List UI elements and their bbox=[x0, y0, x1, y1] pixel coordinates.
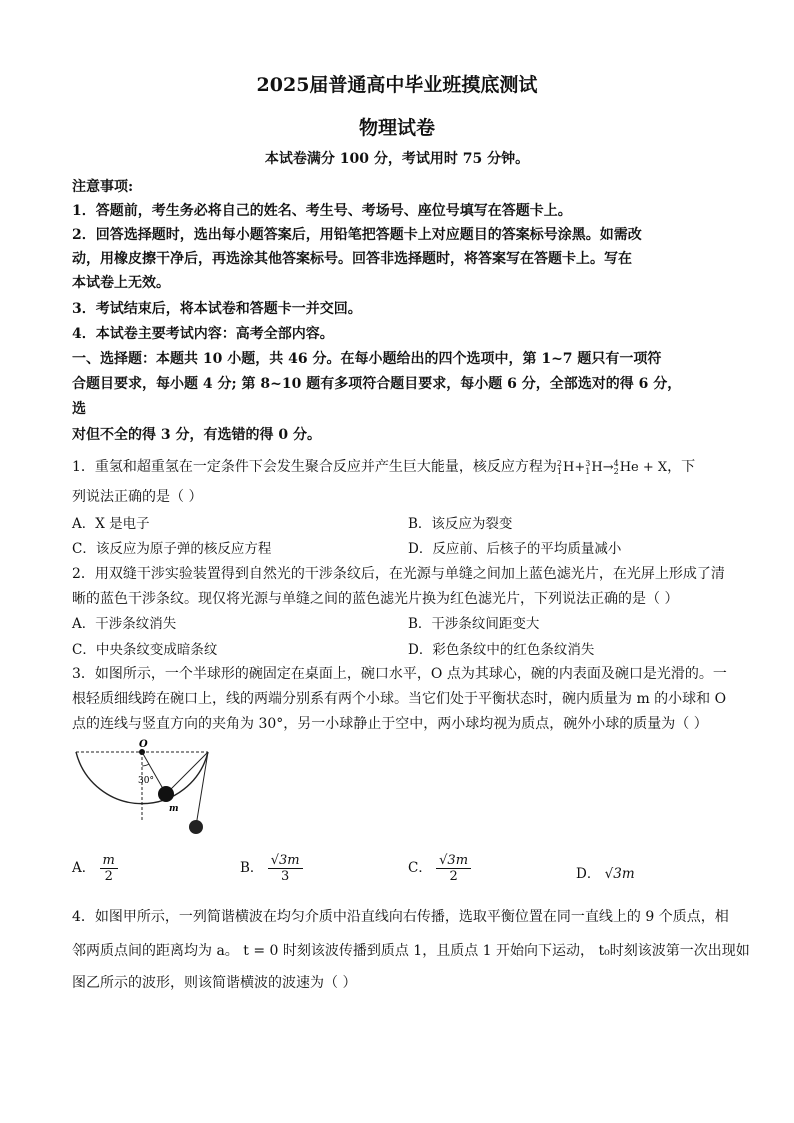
notes-heading: 注意事项: bbox=[72, 179, 134, 195]
mass-number: 2 bbox=[556, 458, 562, 468]
ball-inside bbox=[158, 786, 174, 802]
q3-option-c[interactable] bbox=[408, 853, 471, 884]
note-item: 4．本试卷主要考试内容：高考全部内容。 bbox=[72, 326, 334, 342]
exam-title: 2025届普通高中毕业班摸底测试 bbox=[256, 74, 538, 96]
exam-info: 本试卷满分 100 分，考试用时 75 分钟。 bbox=[264, 151, 530, 167]
label-o: O bbox=[139, 739, 148, 750]
q3-stem: 根轻质细线跨在碗口上，线的两端分别系有两个小球。当它们处于平衡状态时，碗内质量为 m 的小球和 O bbox=[72, 691, 727, 707]
option-label: C． bbox=[408, 860, 432, 876]
denominator: 2 bbox=[104, 869, 113, 884]
note-item: 动，用橡皮擦干净后，再选涂其他答案标号。回答非选择题时，将答案写在答题卡上。写在 bbox=[72, 251, 632, 267]
note-item: 3．考试结束后，将本试卷和答题卡一并交回。 bbox=[72, 301, 362, 317]
label-angle: 30° bbox=[138, 776, 154, 786]
ball-outside bbox=[189, 820, 203, 834]
numerator: √3m bbox=[436, 853, 471, 869]
q1-option-a[interactable]: A．X 是电子 bbox=[72, 516, 150, 532]
section-instructions: 选 bbox=[72, 401, 86, 417]
q1-option-b[interactable]: B．该反应为裂变 bbox=[408, 516, 513, 532]
bowl-figure bbox=[72, 736, 222, 836]
q1-stem-text: 1．重氢和超重氢在一定条件下会发生聚合反应并产生巨大能量，核反应方程为 bbox=[72, 459, 557, 475]
arrow-icon: → bbox=[602, 460, 614, 475]
q1-stem-tail: ，下 bbox=[667, 459, 696, 475]
q4-stem: 图乙所示的波形，则该简谐横波的波速为（ ） bbox=[72, 975, 357, 991]
q1-option-d[interactable]: D．反应前、后核子的平均质量减小 bbox=[408, 541, 622, 557]
fraction bbox=[436, 853, 471, 884]
q1-option-c[interactable]: C．该反应为原子弹的核反应方程 bbox=[72, 541, 272, 557]
note-item: 2．回答选择题时，选出每小题答案后，用铅笔把答题卡上对应题目的答案标号涂黑。如需改 bbox=[72, 227, 642, 243]
fraction bbox=[268, 853, 303, 884]
q3-stem: 3．如图所示，一个半球形的碗固定在桌面上，碗口水平，O 点为其球心，碗的内表面及碗口是光滑的。一 bbox=[72, 666, 727, 682]
q3-option-b[interactable] bbox=[240, 853, 303, 884]
string-inside bbox=[166, 752, 208, 794]
numerator: m bbox=[100, 853, 118, 869]
element-symbol: H bbox=[591, 460, 603, 475]
option-label: B． bbox=[240, 860, 264, 876]
q2-option-b[interactable]: B．干涉条纹间距变大 bbox=[408, 616, 540, 632]
label-m: m bbox=[169, 804, 179, 814]
denominator: 2 bbox=[449, 869, 458, 884]
section-instructions: 对但不全的得 3 分，有选错的得 0 分。 bbox=[72, 427, 321, 443]
mass-number: 4 bbox=[613, 458, 619, 468]
note-item: 本试卷上无效。 bbox=[72, 275, 170, 291]
q1-stem: 列说法正确的是（ ） bbox=[72, 489, 203, 505]
q2-stem: 晰的蓝色干涉条纹。现仅将光源与单缝之间的蓝色滤光片换为红色滤光片，下列说法正确的是（ ） bbox=[72, 591, 679, 607]
atomic-number: 2 bbox=[613, 466, 619, 476]
nuclear-equation bbox=[557, 460, 667, 475]
atomic-number: 1 bbox=[585, 466, 591, 476]
plus-sign: + bbox=[574, 460, 586, 475]
q2-option-c[interactable]: C．中央条纹变成暗条纹 bbox=[72, 642, 218, 658]
numerator: √3m bbox=[268, 853, 303, 869]
q3-option-d[interactable] bbox=[576, 862, 635, 882]
q4-stem: 4．如图甲所示，一列简谐横波在均匀介质中沿直线向右传播，选取平衡位置在同一直线上的 9 个质点，相 bbox=[72, 909, 729, 925]
string-outside bbox=[196, 752, 208, 826]
option-value: √3m bbox=[604, 866, 635, 882]
element-symbol: H bbox=[563, 460, 575, 475]
q3-option-a[interactable] bbox=[72, 853, 118, 884]
q1-stem bbox=[72, 456, 724, 476]
q4-stem: 邻两质点间的距离均为 a。 t = 0 时刻该波传播到质点 1，且质点 1 开始向下运动， t₀时刻该波第一次出现如 bbox=[72, 943, 750, 959]
denominator: 3 bbox=[281, 869, 290, 884]
fraction bbox=[100, 853, 118, 884]
note-item: 1．答题前，考生务必将自己的姓名、考生号、考场号、座位号填写在答题卡上。 bbox=[72, 203, 572, 219]
q2-stem: 2．用双缝干涉实验装置得到自然光的干涉条纹后，在光源与单缝之间加上蓝色滤光片，在光屏上形成了清 bbox=[72, 566, 725, 582]
angle-arc bbox=[142, 764, 149, 766]
q2-option-d[interactable]: D．彩色条纹中的红色条纹消失 bbox=[408, 642, 595, 658]
element-symbol: He bbox=[619, 460, 639, 475]
atomic-number: 1 bbox=[556, 466, 562, 476]
option-label: D． bbox=[576, 866, 601, 882]
q2-option-a[interactable]: A．干涉条纹消失 bbox=[72, 616, 177, 632]
option-label: A． bbox=[72, 860, 96, 876]
exam-subtitle: 物理试卷 bbox=[358, 117, 435, 139]
q3-stem: 点的连线与竖直方向的夹角为 30°，另一小球静止于空中，两小球均视为质点，碗外小球的质量为（ ） bbox=[72, 716, 708, 732]
section-instructions: 一、选择题：本题共 10 小题，共 46 分。在每小题给出的四个选项中，第 1~7 题只有一项符 bbox=[72, 351, 662, 367]
section-instructions: 合题目要求，每小题 4 分; 第 8~10 题有多项符合题目要求，每小题 6 分，全部选对的得 6 分， bbox=[72, 376, 682, 392]
mass-number: 3 bbox=[585, 458, 591, 468]
element-symbol: + X bbox=[642, 460, 668, 475]
